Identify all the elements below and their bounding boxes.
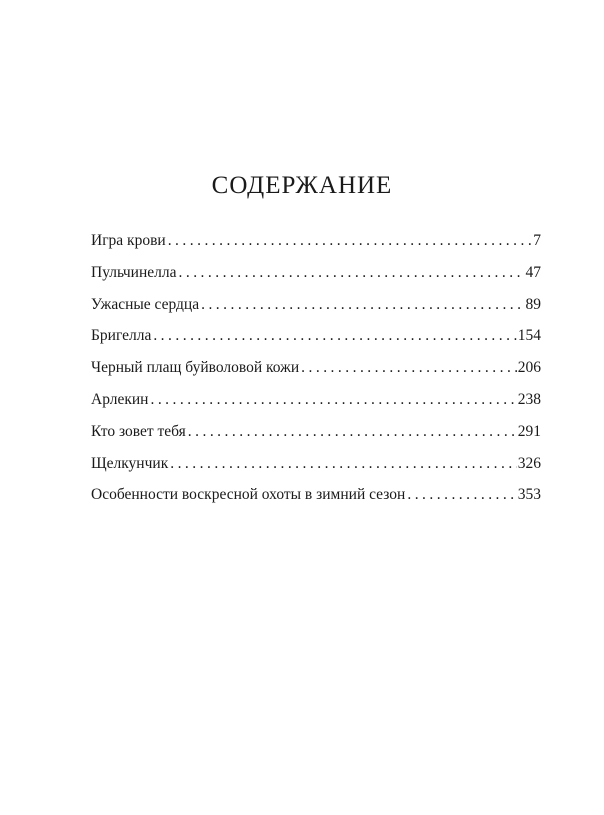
toc-entry: [91, 262, 541, 294]
toc-leader-dots: [201, 294, 524, 316]
toc-entry-title: Ужасные сердца: [91, 295, 200, 313]
toc-entry-page: 326: [517, 454, 541, 472]
toc-entry: [91, 294, 541, 326]
toc-entry: [91, 421, 541, 453]
toc-leader-dots: [407, 484, 516, 506]
table-of-contents: [91, 230, 541, 516]
toc-entry-title: Арлекин: [91, 390, 149, 408]
toc-leader-dots: [179, 262, 525, 284]
toc-entry-title: Черный плащ буйволовой кожи: [91, 359, 300, 377]
toc-entry-page: 154: [517, 327, 541, 345]
toc-leader-dots: [170, 453, 517, 475]
toc-entry-page: 238: [517, 390, 541, 408]
toc-entry-page: 89: [525, 295, 541, 313]
toc-entry-title: Кто зовет тебя: [91, 422, 186, 440]
toc-entry-title: Щелкунчик: [91, 454, 169, 472]
toc-entry-title: Бригелла: [91, 327, 152, 345]
toc-entry: [91, 230, 541, 262]
toc-leader-dots: [168, 230, 533, 252]
toc-entry: [91, 389, 541, 421]
toc-entry-title: Игра крови: [91, 232, 166, 249]
toc-entry: [91, 325, 541, 357]
toc-entry: [91, 453, 541, 485]
toc-leader-dots: [188, 421, 517, 443]
toc-entry-page: 353: [517, 486, 541, 504]
toc-entry: [91, 357, 541, 389]
toc-leader-dots: [301, 357, 517, 379]
toc-entry-page: 291: [517, 422, 541, 440]
toc-entry-title: Пульчинелла: [91, 263, 177, 281]
toc-entry-page: 206: [517, 359, 541, 377]
toc-leader-dots: [150, 389, 516, 411]
toc-entry-title: Особенности воскресной охоты в зимний сезон: [91, 486, 406, 504]
toc-leader-dots: [153, 325, 516, 347]
toc-entry-page: 47: [525, 263, 541, 281]
toc-entry: [91, 484, 541, 516]
toc-entry-page: 7: [533, 232, 541, 249]
page-title: СОДЕРЖАНИЕ: [211, 172, 393, 199]
